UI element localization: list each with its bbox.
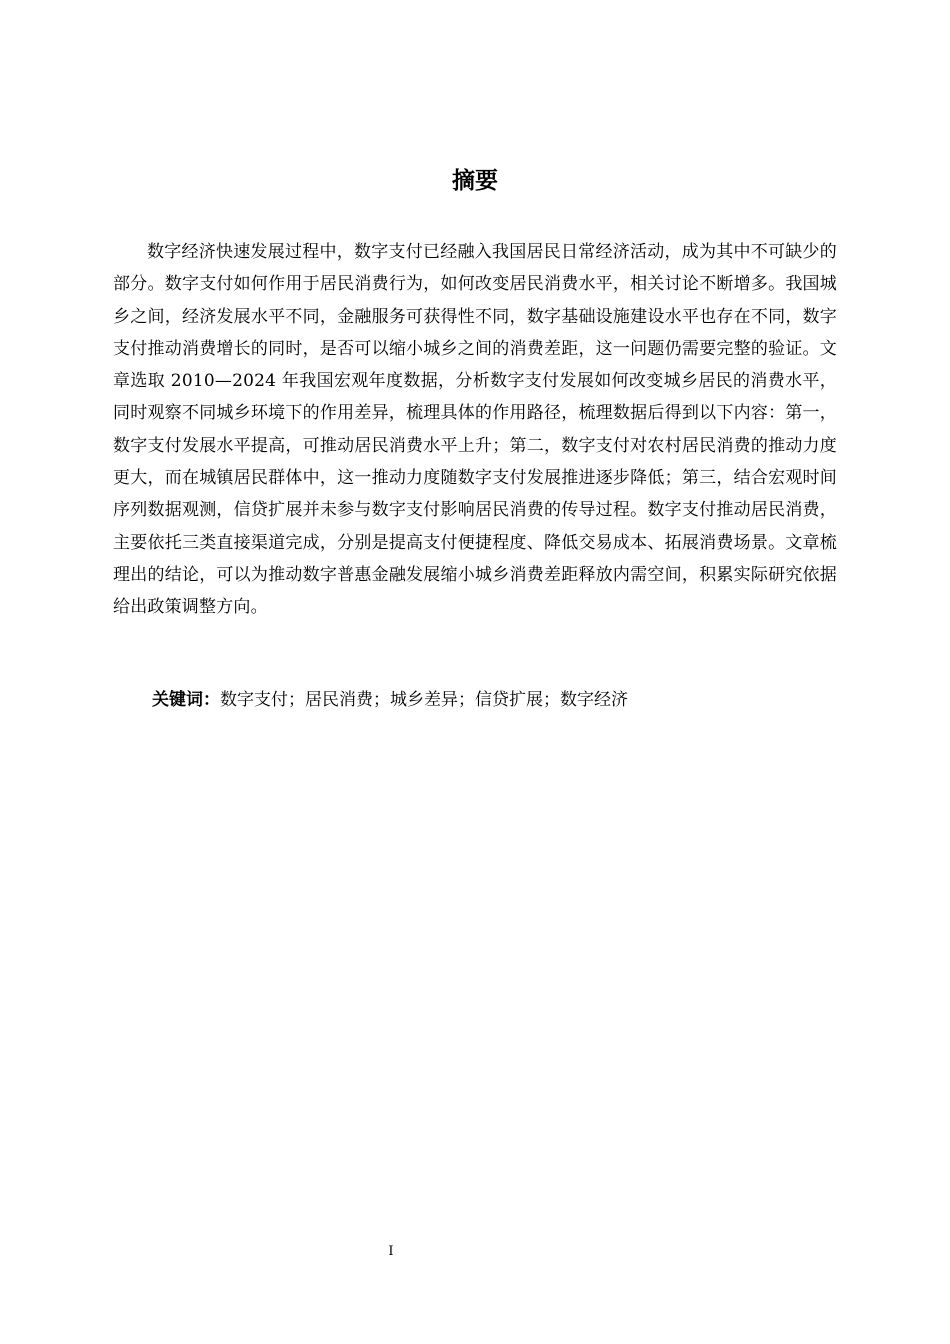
keywords-label: 关键词： [152, 690, 220, 710]
abstract-title: 摘要 [452, 168, 498, 194]
keywords-line [152, 684, 842, 716]
keywords-text: 数字支付；居民消费；城乡差异；信贷扩展；数字经济 [220, 690, 628, 710]
page-number: I [388, 1244, 394, 1259]
abstract-body: 数字经济快速发展过程中，数字支付已经融入我国居民日常经济活动，成为其中不可缺少的部分。数字支付如何作用于居民消费行为，如何改变居民消费水平，相关讨论不断增多。我国城乡之间，经济发展水平不同，金融服务可获得性不同，数字基础设施建设水平也存在不同，数字支付推动消费增长的同时，是否可以缩小城乡之间的消费差距，这一问题仍需要完整的验证。文章选取 2010—2024 年我国宏观年度数据，分析数字支付发展如何改变城乡居民的消费水平，同时观察不同城乡环境下的作用差异，梳理具体的作用路径，梳理数据后得到以下内容：第一，数字支付发展水平提高，可推动居民消费水平上升；第二，数字支付对农村居民消费的推动力度更大，而在城镇居民群体中，这一推动力度随数字支付发展推进逐步降低；第三，结合宏观时间序列数据观测，信贷扩展并未参与数字支付影响居民消费的传导过程。数字支付推动居民消费，主要依托三类直接渠道完成，分别是提高支付便捷程度、降低交易成本、拓展消费场景。文章梳理出的结论，可以为推动数字普惠金融发展缩小城乡消费差距释放内需空间，积累实际研究依据给出政策调整方向。 [113, 242, 837, 618]
